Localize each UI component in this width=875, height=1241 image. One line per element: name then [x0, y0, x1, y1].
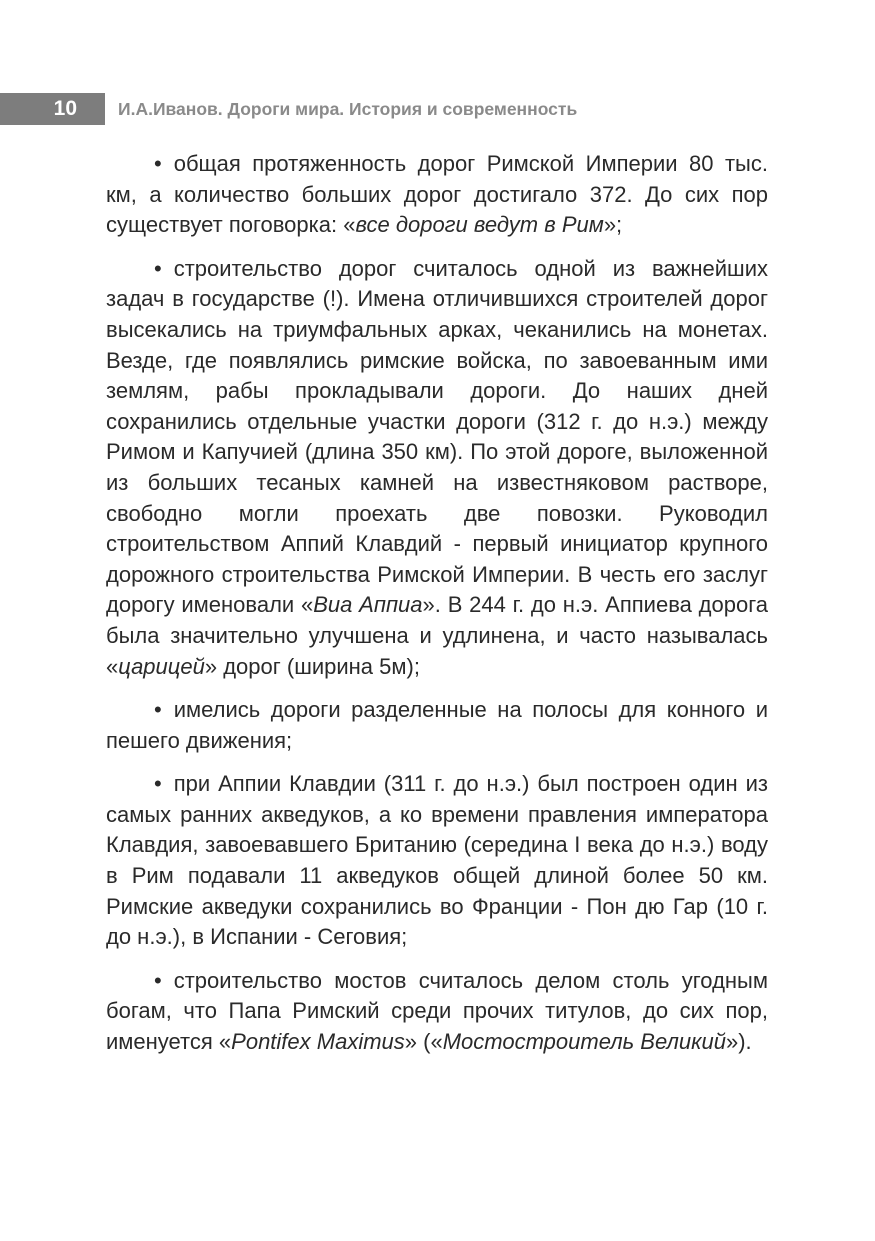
- paragraph-divided-roads: [106, 695, 768, 756]
- pontifex-term: Pontifex Maximus: [231, 1029, 405, 1055]
- bullet-marker: •: [154, 151, 162, 176]
- paragraph-text: » дорог (ширина 5м);: [204, 653, 420, 679]
- running-title: И.А.Иванов. Дороги мира. История и современность: [118, 99, 578, 119]
- bridge-builder-term: Мостостроитель Великий: [442, 1029, 726, 1055]
- paragraph-text: ». В 244 г. до н.э. Аппиева дорога была значительно улучшена и удлинена, и часто называлась «: [106, 592, 768, 679]
- paragraph-text: »).: [725, 1029, 752, 1055]
- paragraph-text: » («: [404, 1029, 443, 1055]
- paragraph-text: строительство дорог считалось одной из важнейших задач в государстве (!). Имена отличившихся строителей дорог высекались на триумфальных арках, чеканились на монетах. Везде, где появлялись римские войска, по завоеванным ими землям, рабы прокладывали дороги. До наших дней сохранились отдельные участки дороги (312 г. до н.э.) между Римом и Капучией (длина 350 км). По этой дороге, выложенной из больших тесаных камней на известняковом растворе, свободно могли проехать две повозки. Руководил строительством Аппий Клавдий - первый инициатор крупного дорожного строительства Римской Империи. В честь его заслуг дорогу именовали «: [106, 255, 768, 618]
- paragraph-aqueducts: [106, 769, 768, 953]
- paragraph-text: при Аппии Клавдии (311 г. до н.э.) был построен один из самых ранних акведуков, а ко времени правления императора Клавдия, завоевавшего Британию (середина I века до н.э.) воду в Рим подавали 11 акведуков общей длиной более 50 км. Римские акведуки сохранились во Франции - Пон дю Гар (10 г. до н.э.), в Испании - Сеговия;: [106, 771, 768, 950]
- page-number: 10: [53, 97, 77, 120]
- bullet-marker: •: [154, 967, 162, 993]
- bullet-marker: •: [154, 771, 162, 797]
- page-number-box: [0, 93, 105, 125]
- paragraph-text: »;: [603, 212, 623, 238]
- paragraph-text: общая протяженность дорог Римской Империи 80 тыс. км, а количество больших дорог достигало 372. До сих пор существует поговорка: «: [106, 151, 768, 238]
- paragraph-text: строительство мостов считалось делом столь угодным богам, что Папа Римский среди прочих титулов, до сих пор, именуется «: [106, 967, 768, 1055]
- paragraph-road-length: [106, 149, 768, 241]
- via-appia-term: Виа Аппиа: [313, 592, 423, 618]
- page-body: [106, 149, 768, 1071]
- paragraph-text: имелись дороги разделенные на полосы для конного и пешего движения;: [106, 697, 768, 753]
- page-header: [0, 93, 875, 125]
- paragraph-bridges: [106, 966, 768, 1058]
- proverb-quote: все дороги ведут в Рим: [355, 212, 604, 238]
- paragraph-road-construction: [106, 254, 768, 682]
- bullet-marker: •: [154, 255, 162, 281]
- queen-term: царицей: [118, 653, 205, 679]
- bullet-marker: •: [154, 697, 162, 723]
